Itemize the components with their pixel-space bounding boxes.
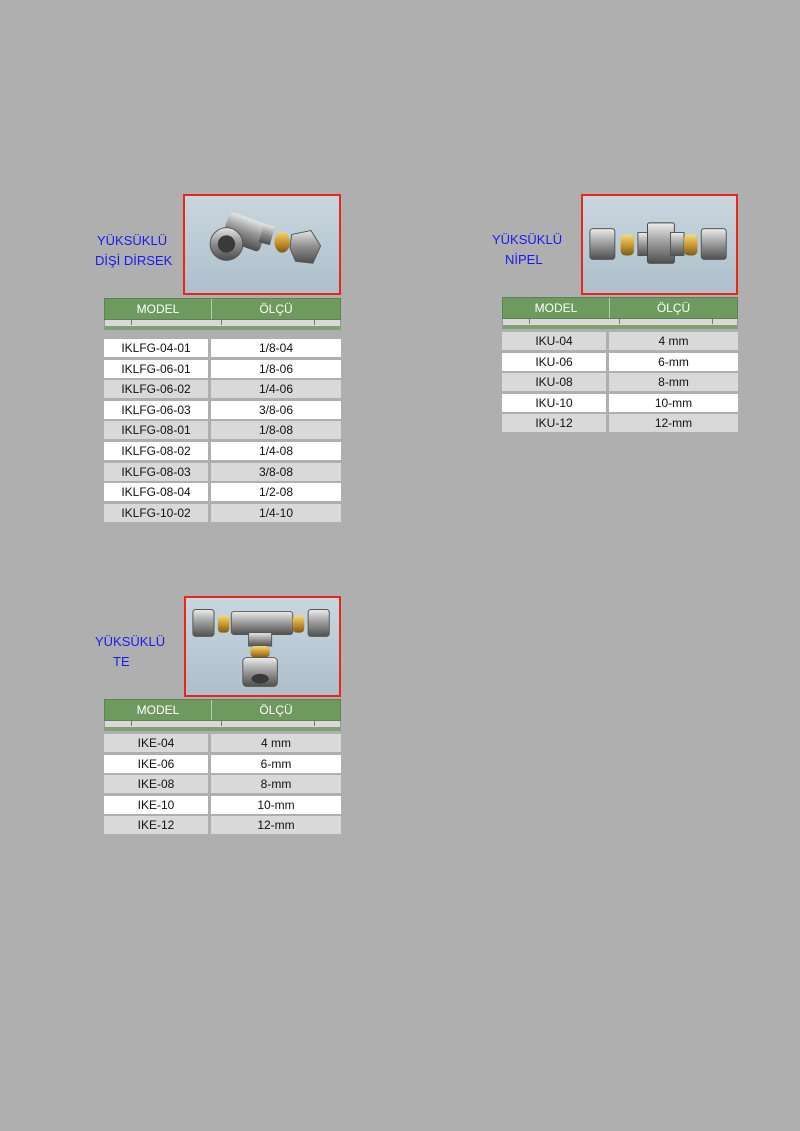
- female-elbow-table: [104, 298, 341, 524]
- cell-size: 1/8-06: [211, 360, 341, 378]
- table-row: [502, 394, 738, 412]
- cell-model: IKE-12: [104, 816, 208, 834]
- header-model: MODEL: [105, 700, 212, 720]
- product-title-line2: TE: [113, 654, 130, 669]
- table-header-rule: [104, 320, 341, 330]
- cell-size: 8-mm: [609, 373, 738, 391]
- cell-size: 3/8-08: [211, 463, 341, 481]
- header-size: ÖLÇÜ: [259, 703, 293, 717]
- cell-model: IKU-04: [502, 332, 606, 350]
- table-body: [502, 332, 738, 432]
- product-title: [492, 230, 562, 270]
- table-body: [104, 734, 341, 834]
- cell-size: 10-mm: [609, 394, 738, 412]
- cell-model: IKLFG-08-04: [104, 483, 208, 501]
- table-row: [104, 483, 341, 501]
- product-title-line1: YÜKSÜKLÜ: [95, 634, 166, 649]
- table-row: [104, 796, 341, 814]
- product-title-line2: DİŞİ DİRSEK: [95, 253, 173, 268]
- table-row: [104, 339, 341, 357]
- cell-size: 12-mm: [609, 414, 738, 432]
- union-nipple-image: [583, 196, 736, 293]
- table-row: [104, 401, 341, 419]
- cell-size: 12-mm: [211, 816, 341, 834]
- table-row: [104, 775, 341, 793]
- cell-size: 10-mm: [211, 796, 341, 814]
- table-row: [502, 373, 738, 391]
- table-row: [104, 380, 341, 398]
- product-title: [95, 632, 165, 672]
- cell-model: IKU-08: [502, 373, 606, 391]
- cell-model: IKU-10: [502, 394, 606, 412]
- table-header-rule: [502, 319, 738, 329]
- table-header: [104, 298, 341, 320]
- table-row: [104, 463, 341, 481]
- cell-size: 1/2-08: [211, 483, 341, 501]
- cell-size: 6-mm: [609, 353, 738, 371]
- union-nipple-table: [502, 297, 738, 435]
- cell-model: IKLFG-08-01: [104, 421, 208, 439]
- cell-size: 4 mm: [211, 734, 341, 752]
- cell-model: IKLFG-10-02: [104, 504, 208, 522]
- table-row: [104, 421, 341, 439]
- table-header: [502, 297, 738, 319]
- cell-size: 1/8-08: [211, 421, 341, 439]
- product-title-line2: NİPEL: [505, 252, 543, 267]
- cell-model: IKLFG-06-01: [104, 360, 208, 378]
- table-header-rule: [104, 721, 341, 731]
- header-size: ÖLÇÜ: [656, 301, 691, 315]
- table-row: [502, 353, 738, 371]
- cell-size: 4 mm: [609, 332, 738, 350]
- cell-size: 1/4-10: [211, 504, 341, 522]
- cell-model: IKU-12: [502, 414, 606, 432]
- cell-model: IKLFG-08-03: [104, 463, 208, 481]
- cell-size: 1/4-06: [211, 380, 341, 398]
- table-row: [104, 755, 341, 773]
- product-title-line1: YÜKSÜKLÜ: [97, 233, 168, 248]
- table-body: [104, 339, 341, 522]
- cell-size: 1/8-04: [211, 339, 341, 357]
- cell-model: IKLFG-04-01: [104, 339, 208, 357]
- cell-model: IKE-08: [104, 775, 208, 793]
- cell-size: 8-mm: [211, 775, 341, 793]
- union-nipple-fitting-photo: [581, 194, 738, 295]
- header-model: MODEL: [105, 299, 212, 319]
- female-elbow-fitting-photo: [183, 194, 341, 295]
- table-row: [502, 414, 738, 432]
- header-size: ÖLÇÜ: [259, 302, 293, 316]
- cell-model: IKLFG-08-02: [104, 442, 208, 460]
- tee-table: [104, 699, 341, 837]
- cell-size: 3/8-06: [211, 401, 341, 419]
- cell-model: IKE-04: [104, 734, 208, 752]
- table-row: [502, 332, 738, 350]
- table-row: [104, 504, 341, 522]
- table-header: [104, 699, 341, 721]
- tee-fitting-photo: [184, 596, 341, 697]
- cell-model: IKE-06: [104, 755, 208, 773]
- product-title-line1: YÜKSÜKLÜ: [492, 232, 563, 247]
- table-row: [104, 442, 341, 460]
- cell-model: IKLFG-06-03: [104, 401, 208, 419]
- table-row: [104, 816, 341, 834]
- product-title: [96, 231, 172, 271]
- header-model: MODEL: [503, 298, 610, 318]
- cell-model: IKE-10: [104, 796, 208, 814]
- table-row: [104, 360, 341, 378]
- table-row: [104, 734, 341, 752]
- cell-size: 1/4-08: [211, 442, 341, 460]
- cell-size: 6-mm: [211, 755, 341, 773]
- cell-model: IKLFG-06-02: [104, 380, 208, 398]
- female-elbow-image: [185, 196, 339, 293]
- tee-image: [186, 598, 339, 695]
- cell-model: IKU-06: [502, 353, 606, 371]
